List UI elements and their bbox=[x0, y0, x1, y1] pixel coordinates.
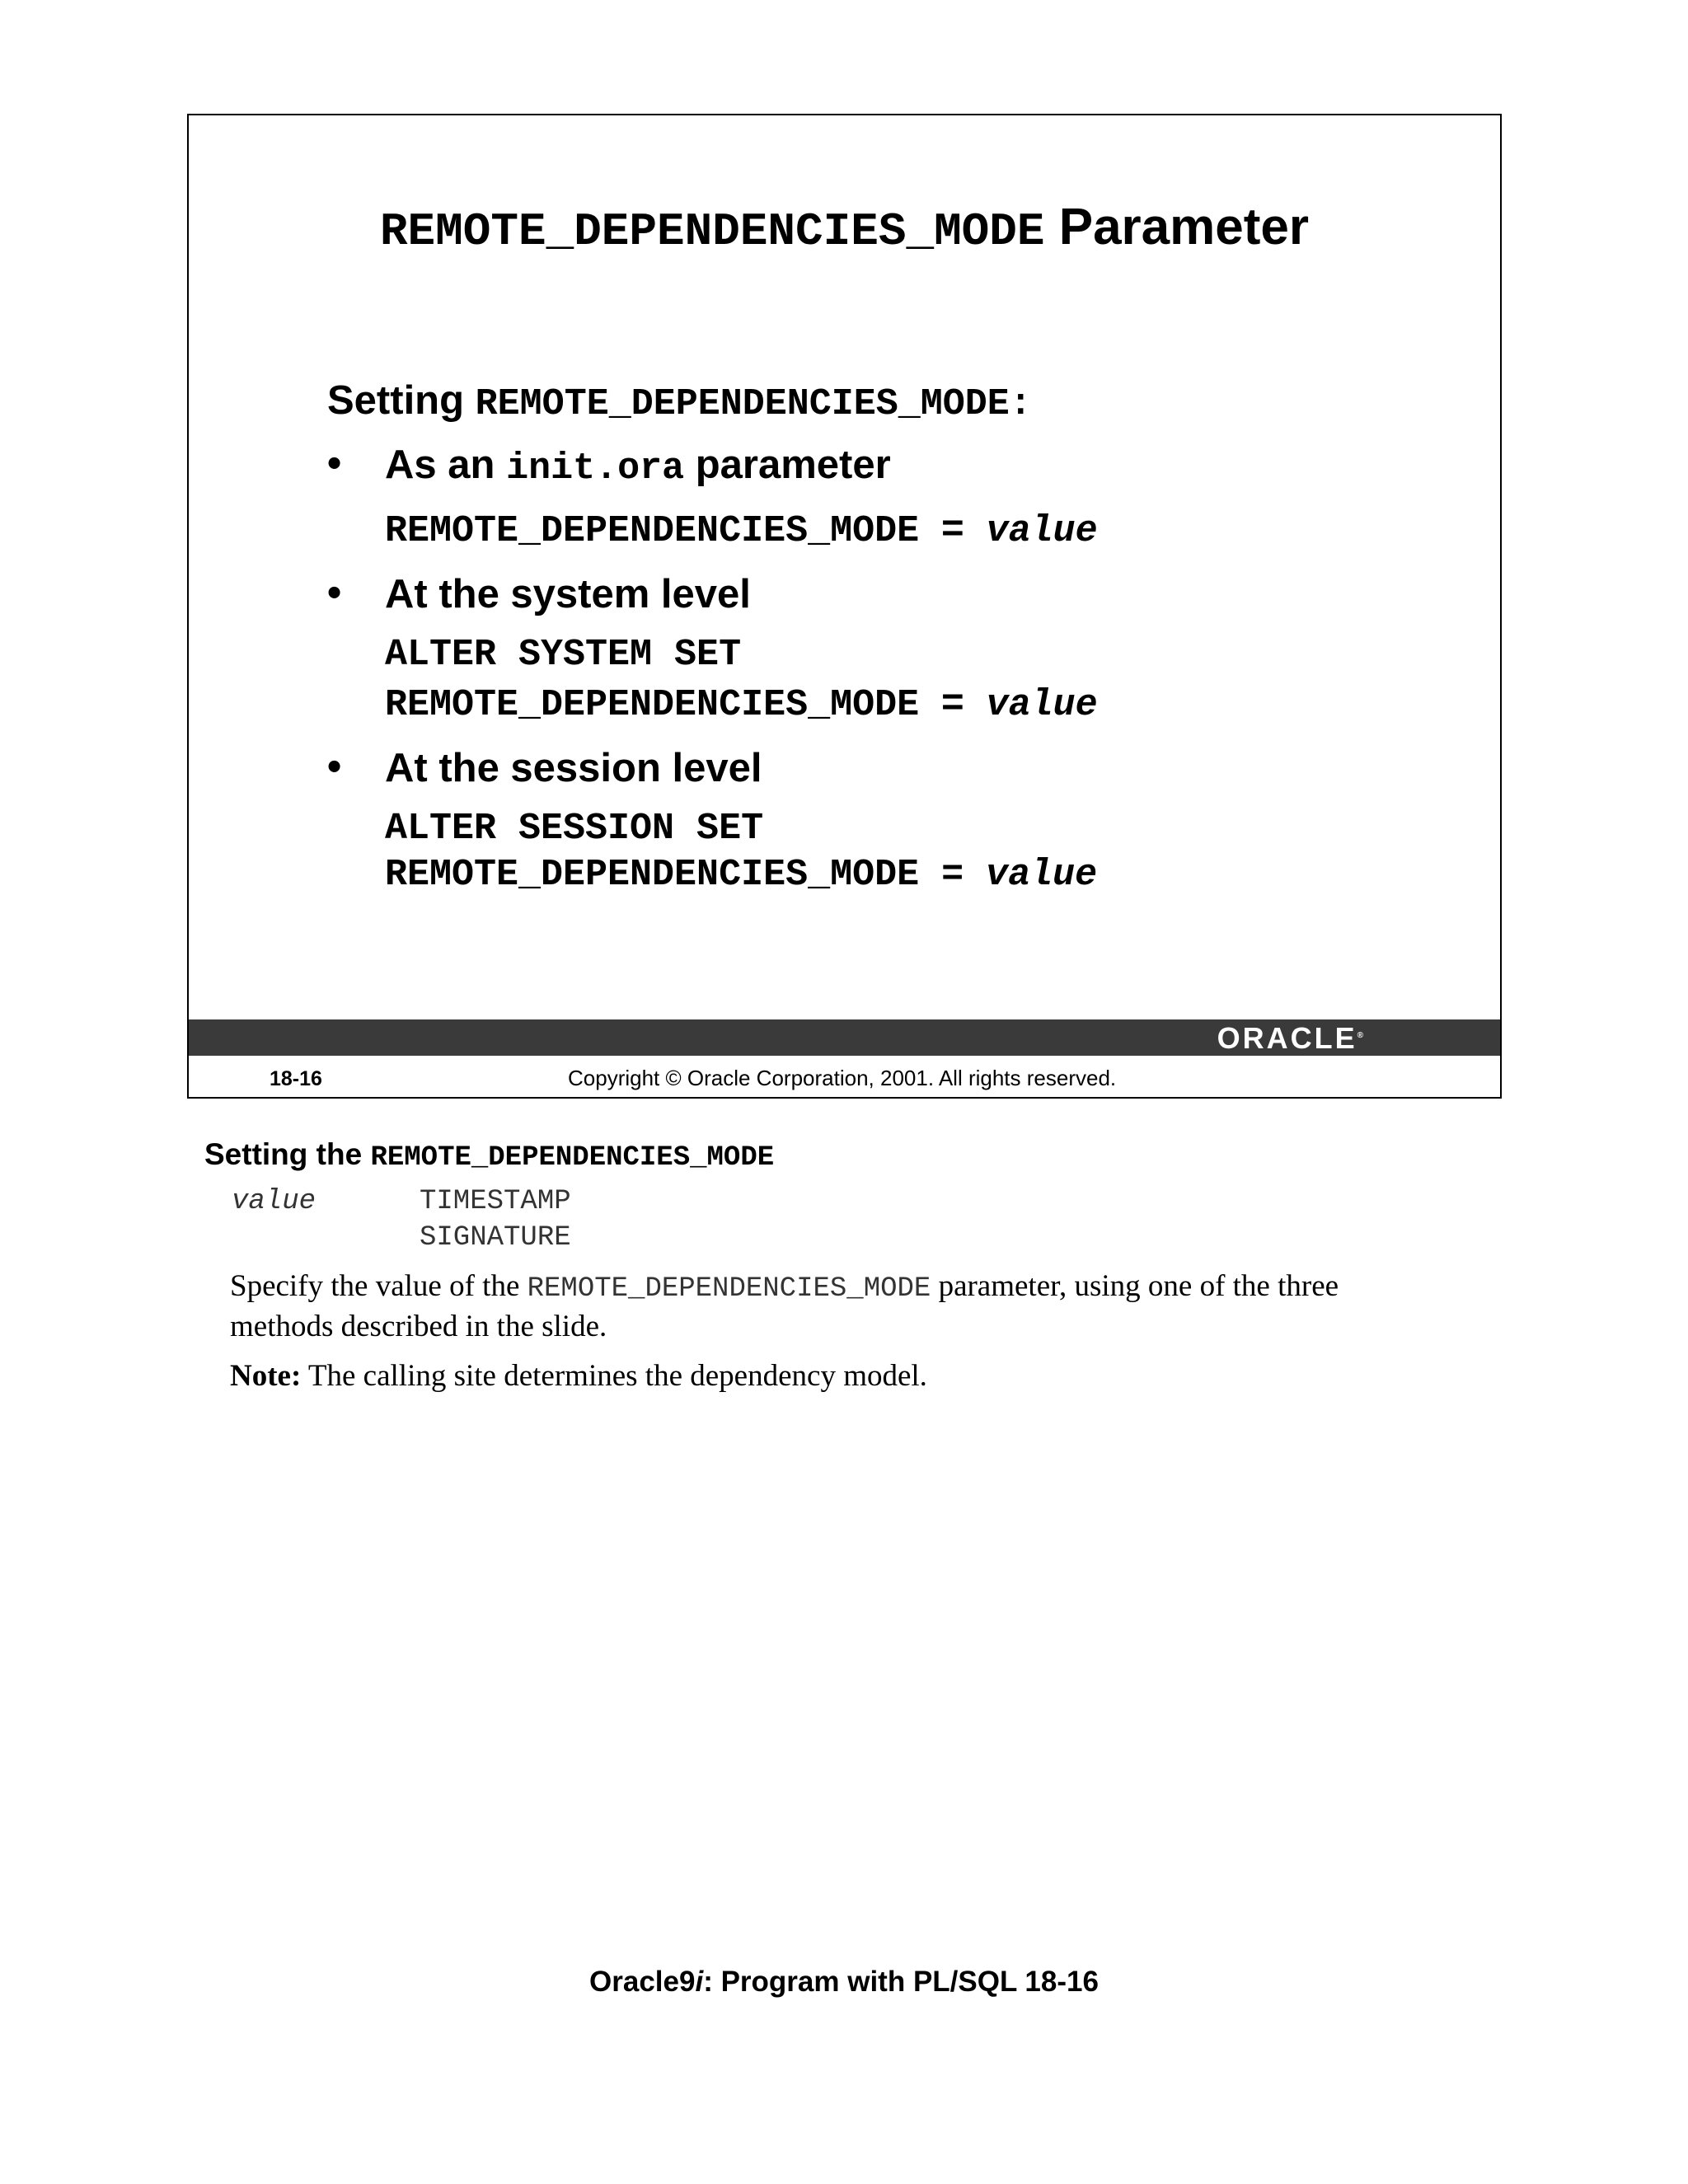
bullet-dot-icon: • bbox=[327, 570, 342, 615]
slide-title bbox=[189, 198, 1500, 258]
footer-rest: : Program with PL/SQL 18-16 bbox=[703, 1966, 1099, 1998]
value-row bbox=[232, 1220, 1441, 1256]
code-eq: = bbox=[941, 679, 964, 723]
title-text: Parameter bbox=[1058, 199, 1310, 255]
bullet-text: parameter bbox=[695, 443, 891, 487]
logo-text: ORACLE bbox=[1217, 1021, 1357, 1055]
bullet-init-ora bbox=[327, 442, 1467, 490]
setting-code: REMOTE_DEPENDENCIES_MODE: bbox=[475, 383, 1032, 425]
slide-footer-bar bbox=[189, 1019, 1500, 1056]
footer-product: Oracle9 bbox=[589, 1966, 696, 1998]
para-code: REMOTE_DEPENDENCIES_MODE bbox=[527, 1273, 931, 1305]
code-line bbox=[385, 852, 1467, 898]
code-param: REMOTE_DEPENDENCIES_MODE bbox=[385, 510, 920, 552]
slide-number: 18-16 bbox=[270, 1067, 322, 1090]
value-table bbox=[232, 1183, 1441, 1256]
value-option: SIGNATURE bbox=[420, 1222, 571, 1254]
value-row bbox=[232, 1183, 1441, 1220]
bullet-dot-icon: • bbox=[327, 744, 342, 789]
code-session bbox=[327, 806, 1467, 898]
value-key: value bbox=[232, 1186, 316, 1217]
code-system bbox=[327, 632, 1467, 729]
code-param: REMOTE_DEPENDENCIES_MODE bbox=[385, 684, 920, 726]
slide bbox=[187, 114, 1502, 1099]
code-init bbox=[327, 504, 1467, 555]
bullet-system-level bbox=[327, 571, 1467, 617]
notes-heading bbox=[204, 1137, 1441, 1174]
slide-body bbox=[327, 377, 1467, 898]
footer-product-i: i bbox=[695, 1966, 704, 1998]
slide-footer bbox=[189, 1056, 1500, 1099]
bullet-code: init.ora bbox=[506, 448, 685, 490]
title-code: REMOTE_DEPENDENCIES_MODE bbox=[379, 205, 1045, 258]
bullet-dot-icon: • bbox=[327, 441, 342, 485]
code-param: REMOTE_DEPENDENCIES_MODE = bbox=[385, 854, 964, 896]
heading-code: REMOTE_DEPENDENCIES_MODE bbox=[370, 1142, 775, 1174]
code-line: ALTER SYSTEM SET bbox=[385, 634, 742, 676]
note-line bbox=[230, 1357, 1441, 1395]
setting-label: Setting bbox=[327, 378, 465, 423]
code-value: value bbox=[986, 854, 1098, 896]
code-line: ALTER SESSION SET bbox=[385, 808, 764, 850]
value-option: TIMESTAMP bbox=[420, 1186, 571, 1217]
oracle-logo bbox=[1217, 1021, 1363, 1056]
bullet-text: At the session level bbox=[385, 746, 762, 790]
bullet-text: At the system level bbox=[385, 572, 751, 616]
bullet-text: As an bbox=[385, 443, 495, 487]
code-line bbox=[385, 678, 1467, 729]
notes-paragraph bbox=[230, 1268, 1441, 1346]
code-value: value bbox=[986, 510, 1098, 552]
para-text: Specify the value of the bbox=[230, 1269, 520, 1303]
page-footer bbox=[0, 1966, 1688, 1999]
copyright: Copyright © Oracle Corporation, 2001. All rights reserved. bbox=[568, 1066, 1117, 1090]
value-key-empty bbox=[232, 1220, 420, 1256]
note-text: The calling site determines the dependency model. bbox=[307, 1359, 927, 1393]
bullet-session-level bbox=[327, 745, 1467, 791]
code-eq: = bbox=[941, 505, 964, 549]
setting-line bbox=[327, 377, 1467, 425]
para-text: parameter, using one of the three methods described in the slide. bbox=[230, 1269, 1339, 1343]
notes bbox=[204, 1137, 1441, 1395]
note-label: Note: bbox=[230, 1359, 302, 1393]
heading-text: Setting the bbox=[204, 1137, 363, 1171]
logo-mark: ® bbox=[1357, 1031, 1363, 1040]
code-value: value bbox=[986, 684, 1098, 726]
